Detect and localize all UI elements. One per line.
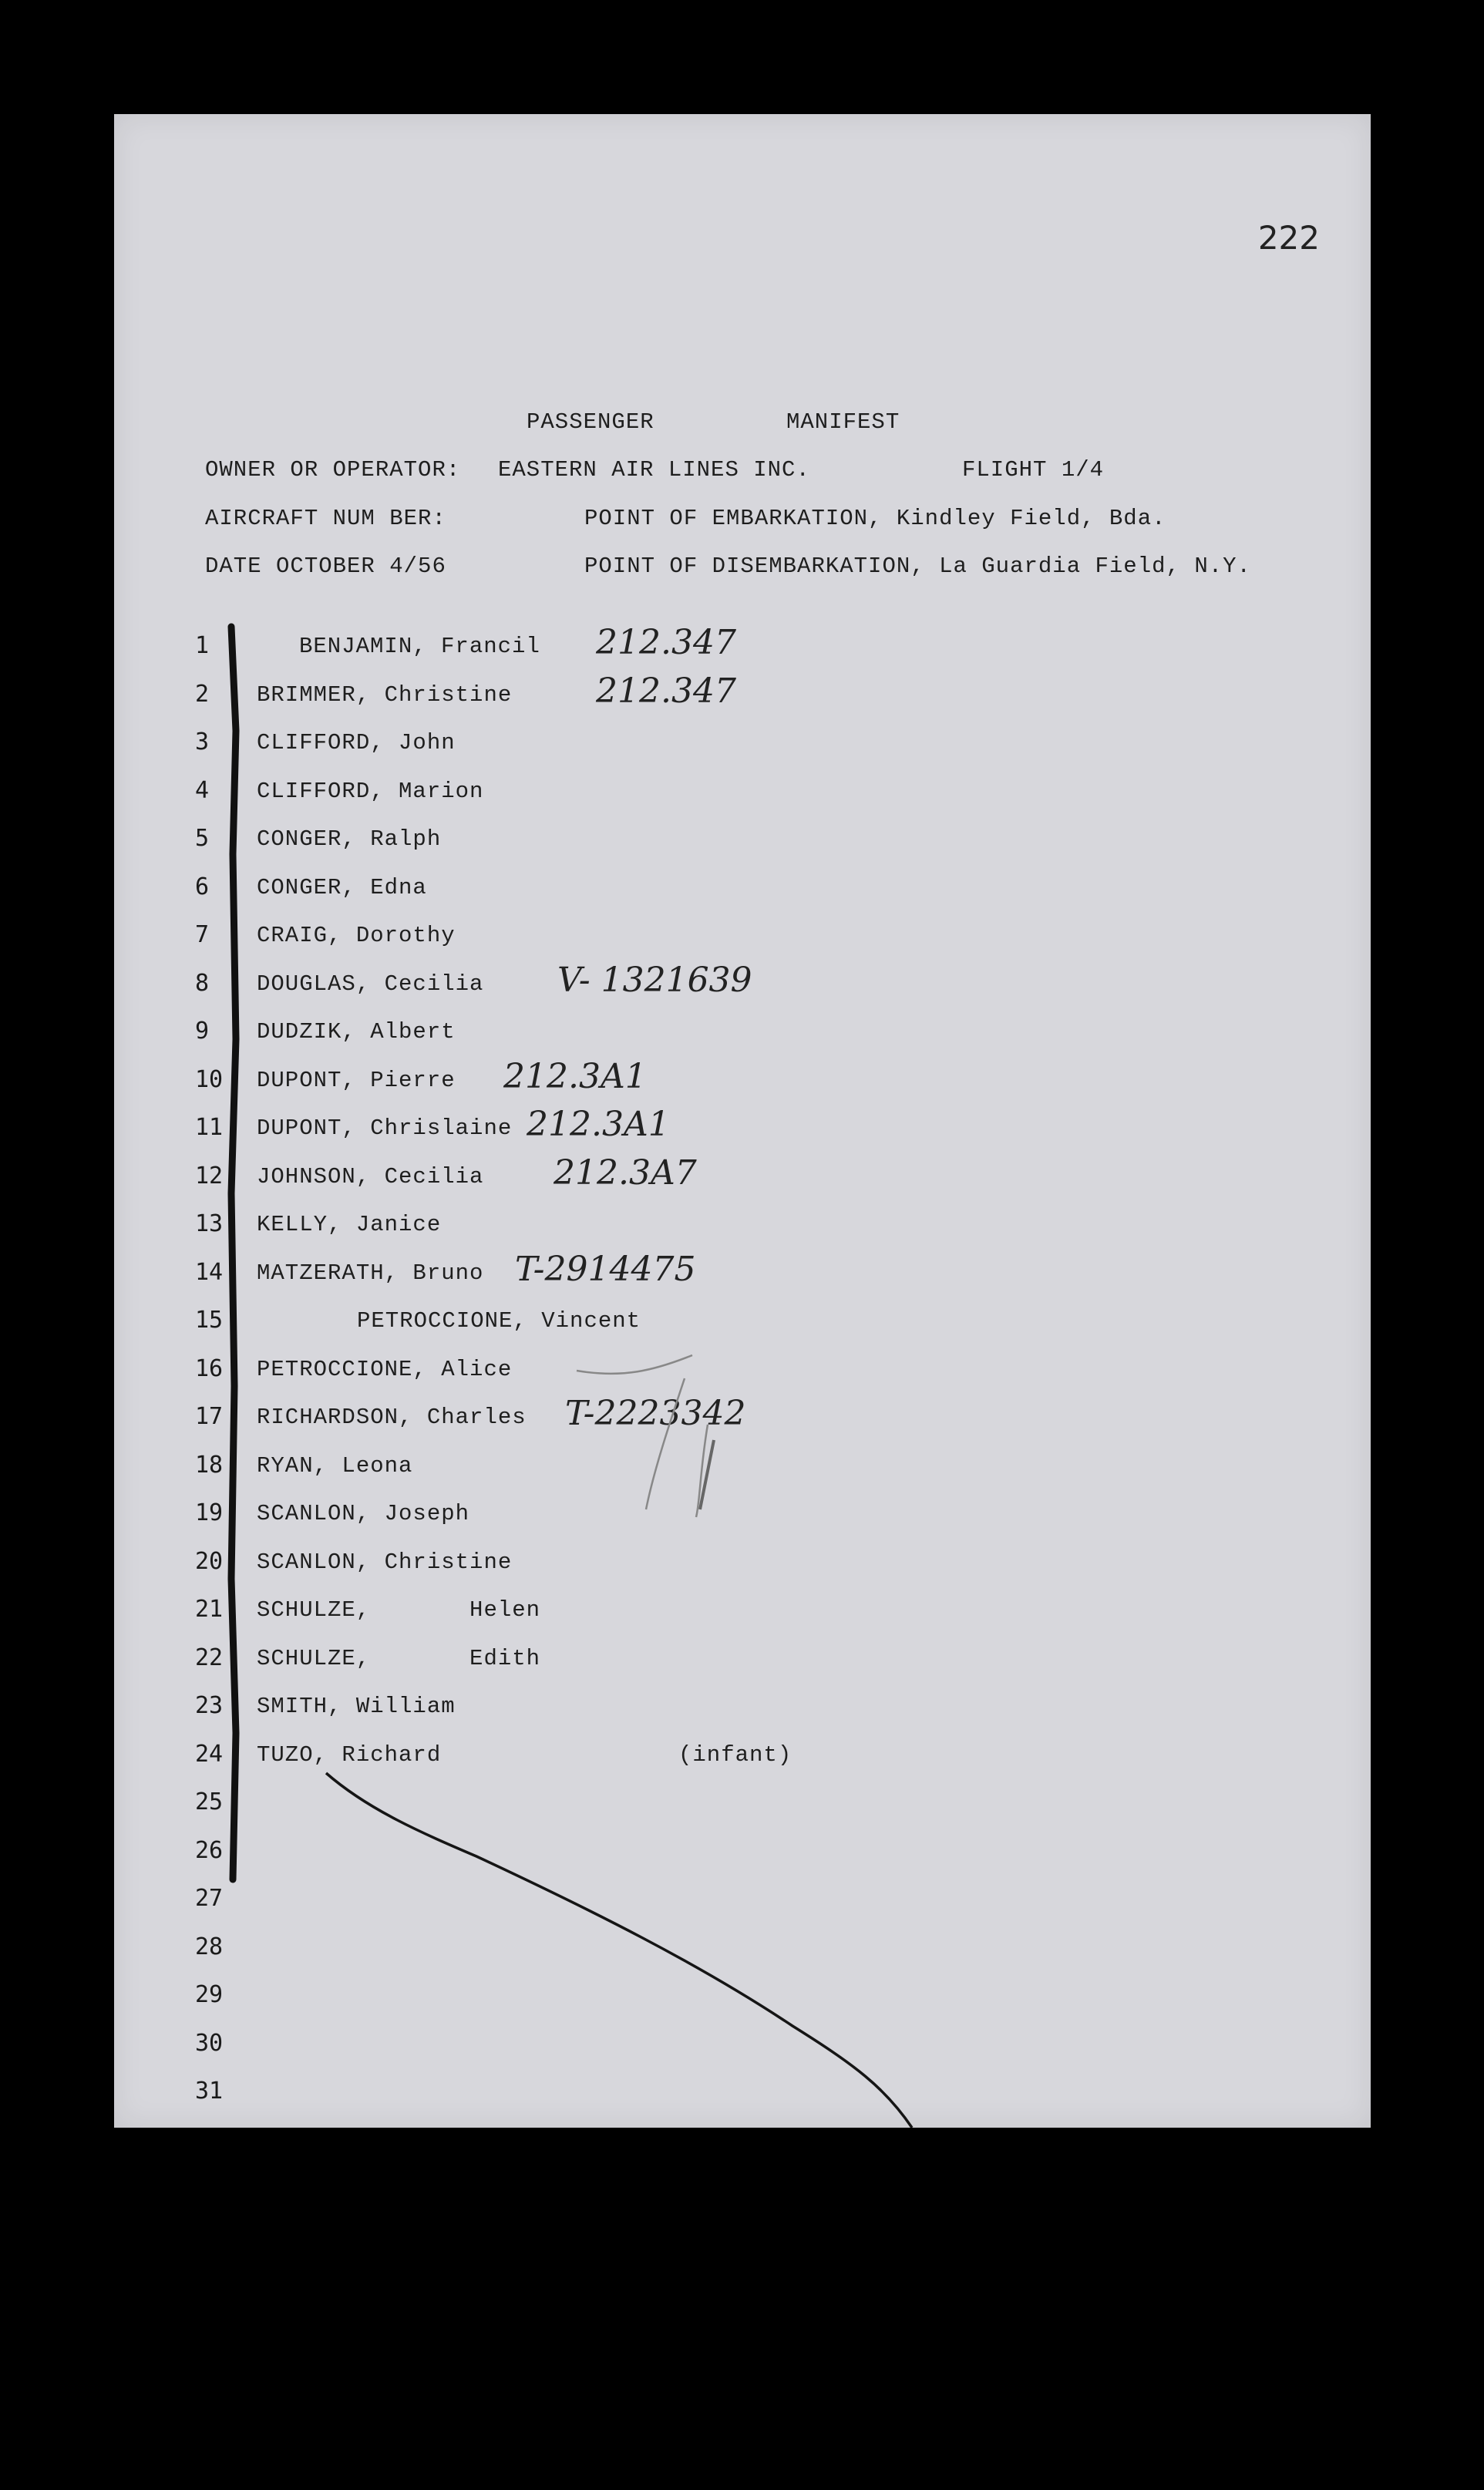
infant-note: (infant) [678, 1741, 792, 1768]
handwritten-note: 212.3A1 [527, 1105, 670, 1144]
handwritten-marks [114, 114, 1371, 2128]
row-number: 12 [195, 1162, 224, 1189]
aircraft-label: AIRCRAFT NUM BER: [205, 506, 446, 531]
passenger-name: SCANLON, Joseph [257, 1501, 470, 1526]
passenger-name: SCHULZE, Helen [257, 1597, 541, 1623]
row-number: 17 [195, 1403, 224, 1430]
row-number: 29 [195, 1981, 224, 2008]
row-number: 31 [195, 2078, 224, 2105]
row-number: 24 [195, 1740, 224, 1768]
row-number: 4 [195, 776, 210, 804]
title-passenger: PASSENGER [527, 409, 655, 435]
row-number: 11 [195, 1114, 224, 1141]
passenger-name: PETROCCIONE, Alice [257, 1356, 513, 1382]
row-number: 15 [195, 1307, 224, 1334]
passenger-name: CRAIG, Dorothy [257, 923, 456, 948]
passenger-name: MATZERATH, Bruno [257, 1260, 484, 1286]
handwritten-note: T-2914475 [515, 1249, 696, 1289]
passenger-name: RYAN, Leona [257, 1452, 413, 1479]
row-number: 19 [195, 1499, 224, 1526]
handwritten-note: 212.347 [596, 623, 736, 662]
row-number: 20 [195, 1547, 224, 1575]
handwritten-note: 212.347 [596, 671, 736, 711]
handwritten-note: T-2223342 [565, 1394, 746, 1433]
passenger-name: CLIFFORD, Marion [257, 778, 484, 804]
passenger-name: RICHARDSON, Charles [257, 1405, 527, 1430]
handwritten-note: 212.3A7 [554, 1152, 697, 1193]
passenger-name: KELLY, Janice [257, 1212, 442, 1237]
passenger-name: SCHULZE, Edith [257, 1645, 541, 1671]
title-manifest: MANIFEST [786, 409, 900, 435]
passenger-name: BRIMMER, Christine [257, 681, 513, 708]
row-number: 23 [195, 1692, 224, 1719]
passenger-name: DUPONT, Pierre [257, 1067, 456, 1093]
passenger-name: SCANLON, Christine [257, 1549, 513, 1575]
row-number: 3 [195, 728, 210, 755]
passenger-name: TUZO, Richard [257, 1741, 442, 1768]
passenger-name: CLIFFORD, John [257, 730, 456, 755]
pencil-scribble [577, 1355, 708, 1517]
row-number: 8 [195, 969, 210, 997]
owner-label: OWNER OR OPERATOR: [205, 457, 461, 483]
passenger-name: JOHNSON, Cecilia [257, 1163, 484, 1189]
passenger-name: DUPONT, Chrislaine [257, 1115, 513, 1141]
passenger-name: DUDZIK, Albert [257, 1019, 456, 1045]
row-number: 1 [195, 632, 210, 659]
flight-number: FLIGHT 1/4 [962, 457, 1105, 483]
row-number: 22 [195, 1644, 224, 1671]
row-number: 14 [195, 1258, 224, 1286]
date-label: DATE OCTOBER 4/56 [205, 554, 446, 579]
page-number: 222 [1257, 219, 1320, 257]
row-number: 16 [195, 1354, 224, 1382]
passenger-name: BENJAMIN, Francil [299, 634, 540, 659]
manifest-page [114, 114, 1371, 2128]
row-number: 28 [195, 1933, 224, 1960]
handwritten-note: V- 1321639 [557, 960, 752, 1000]
passenger-name: PETROCCIONE, Vincent [357, 1308, 641, 1334]
disembarkation: POINT OF DISEMBARKATION, La Guardia Field, N.Y. [584, 554, 1251, 579]
row-number: 5 [195, 825, 210, 852]
diagonal-line [326, 1773, 912, 2128]
handwritten-note: 212.3A1 [503, 1056, 647, 1096]
row-number: 30 [195, 2029, 224, 2057]
row-number: 2 [195, 680, 210, 708]
row-number: 10 [195, 1065, 224, 1093]
row-number: 9 [195, 1018, 210, 1045]
row-number: 7 [195, 921, 210, 948]
row-number: 26 [195, 1836, 224, 1864]
owner-value: EASTERN AIR LINES INC. [498, 457, 810, 483]
row-number: 25 [195, 1788, 224, 1815]
row-number: 21 [195, 1596, 224, 1623]
passenger-name: DOUGLAS, Cecilia [257, 971, 484, 997]
embarkation: POINT OF EMBARKATION, Kindley Field, Bda. [584, 506, 1166, 531]
bracket-line [231, 627, 236, 1879]
passenger-name: CONGER, Ralph [257, 826, 442, 852]
row-number: 6 [195, 873, 210, 900]
row-number: 13 [195, 1210, 224, 1237]
passenger-name: CONGER, Edna [257, 874, 427, 900]
passenger-name: SMITH, William [257, 1694, 456, 1719]
row-number: 27 [195, 1885, 224, 1912]
row-number: 18 [195, 1451, 224, 1479]
